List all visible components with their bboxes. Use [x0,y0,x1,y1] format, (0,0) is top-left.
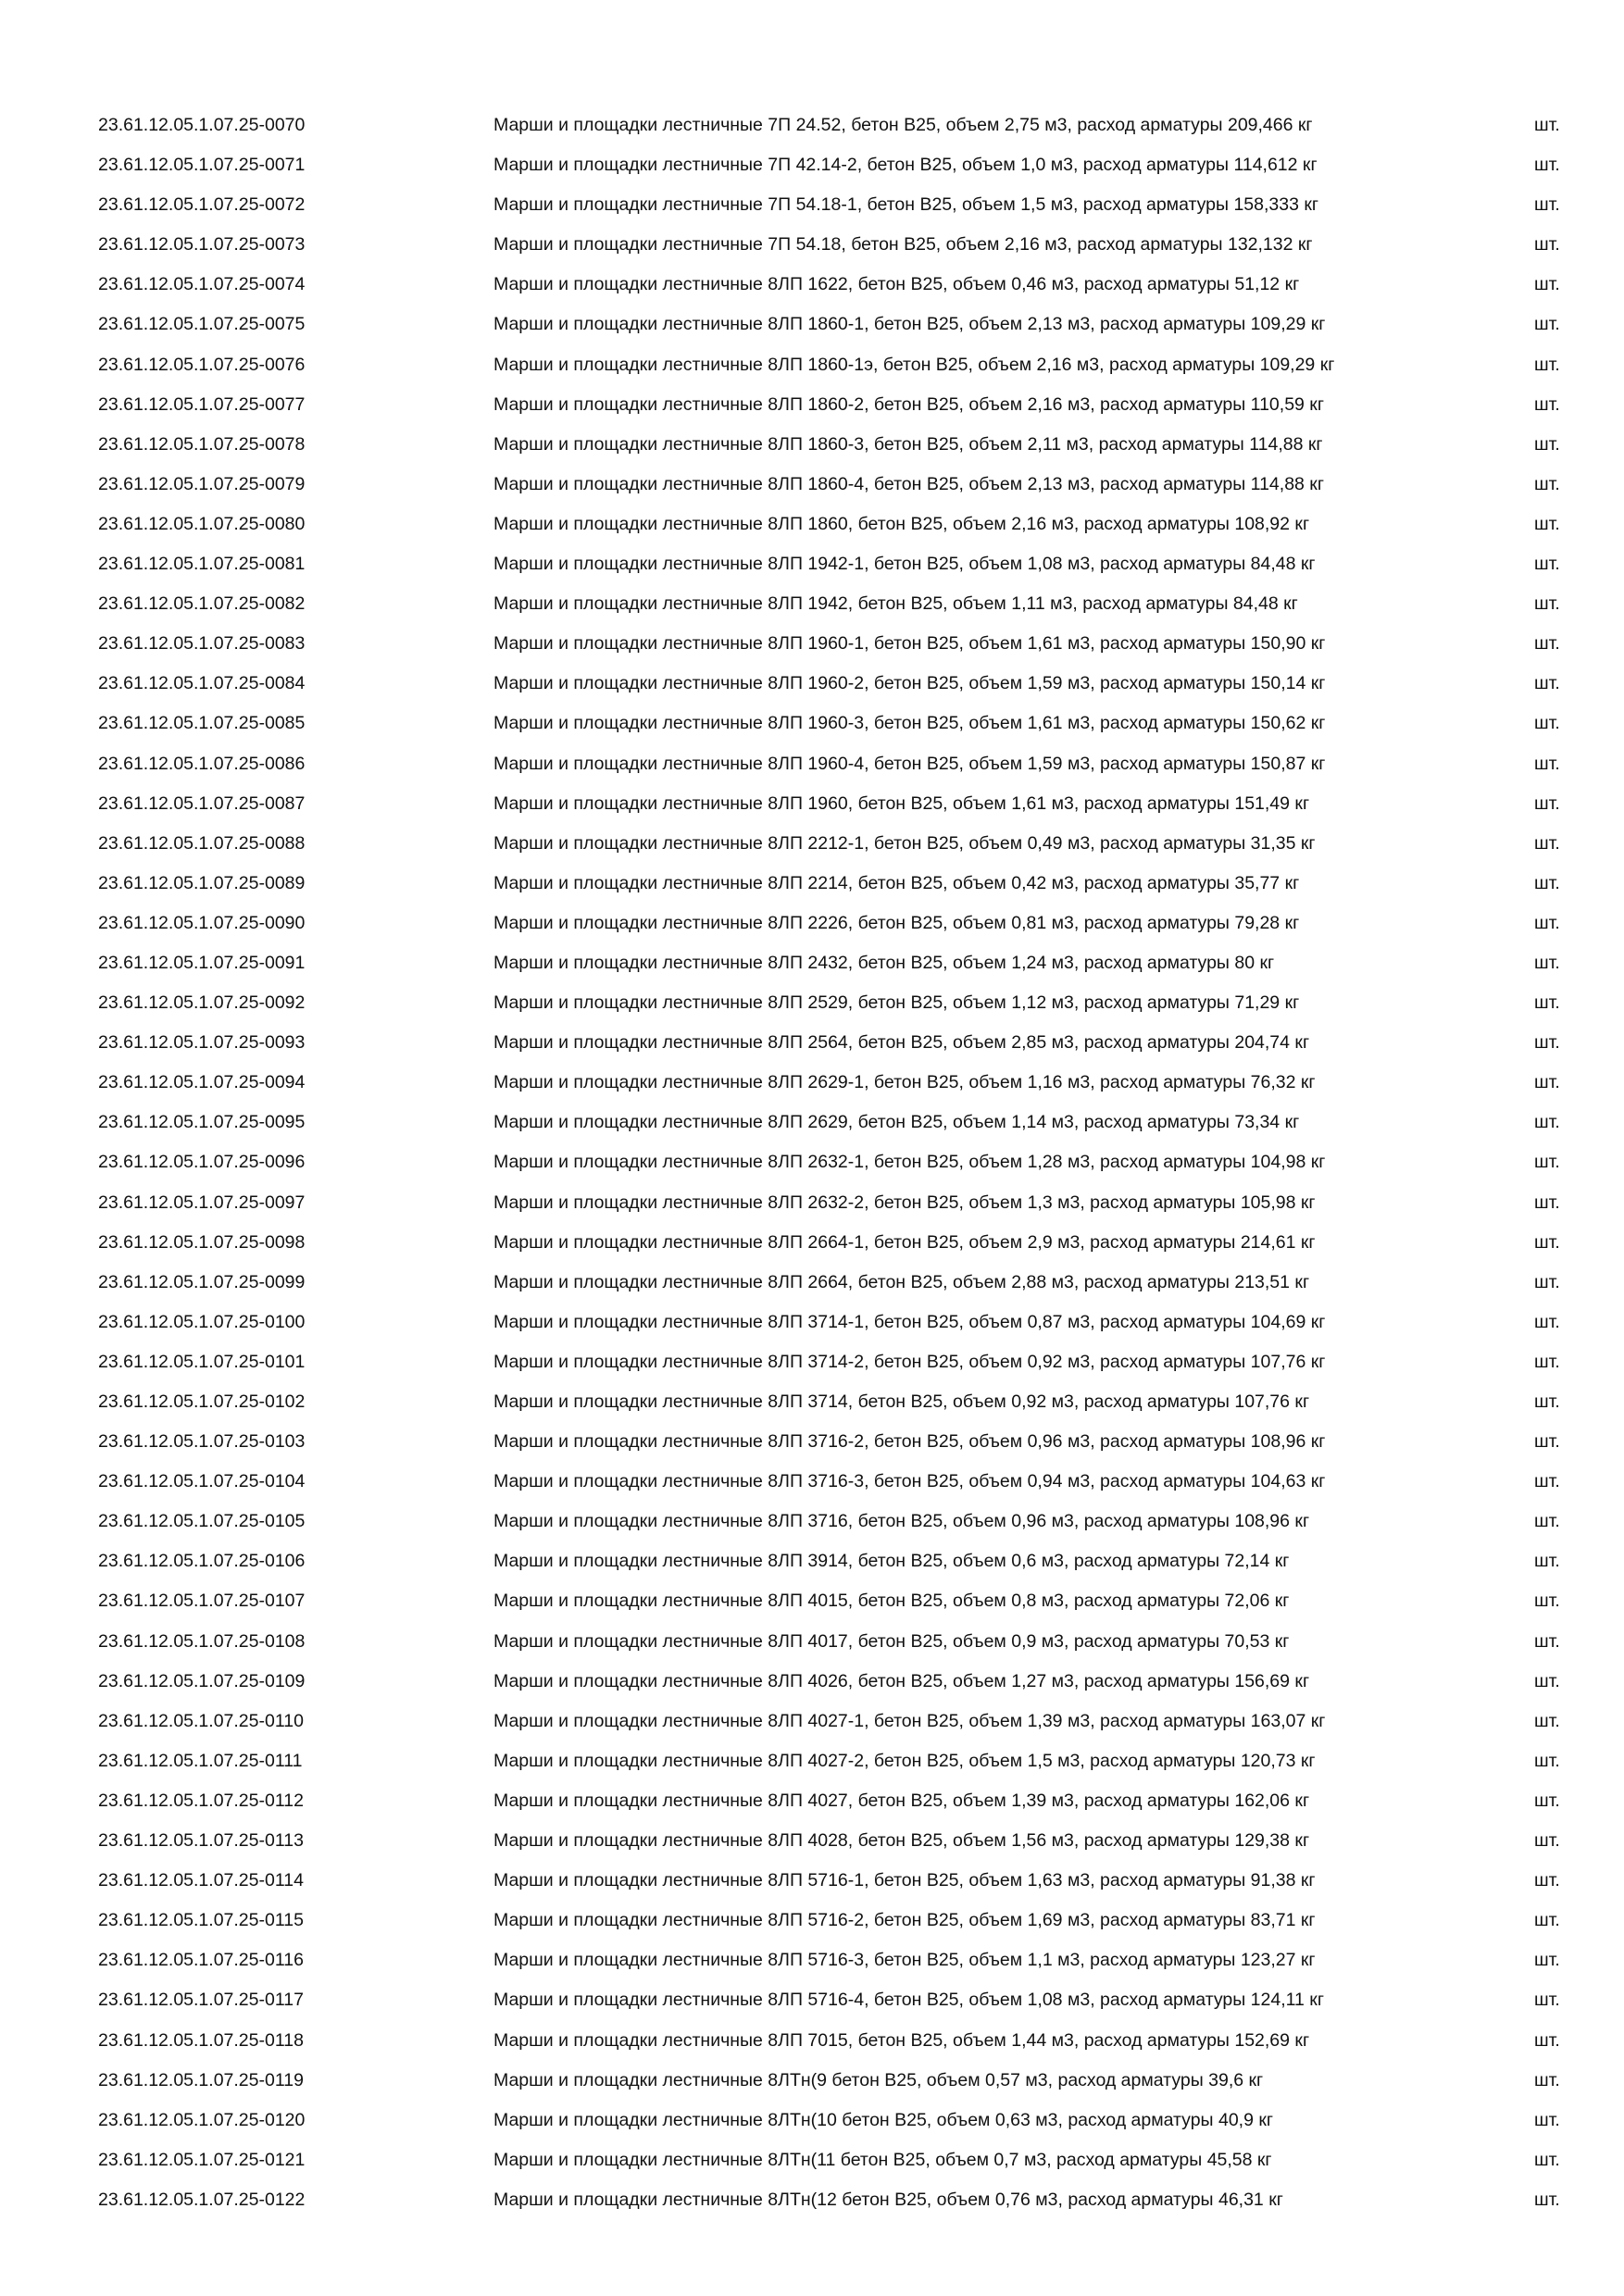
resource-code: 23.61.12.05.1.07.25-0122 [98,2189,306,2210]
table-row [0,1382,1624,1422]
resource-code: 23.61.12.05.1.07.25-0114 [98,1870,304,1891]
unit-of-measure: шт. [1534,1231,1560,1253]
resource-code: 23.61.12.05.1.07.25-0101 [98,1351,306,1372]
resource-description: Марши и площадки лестничные 8ЛП 3714-2, бетон В25, объем 0,92 м3, расход арматуры 107,76 кг [493,1351,1326,1372]
resource-code: 23.61.12.05.1.07.25-0095 [98,1112,306,1133]
table-row [0,1821,1624,1861]
table-row [0,1342,1624,1382]
table-row [0,2101,1624,2140]
unit-of-measure: шт. [1534,673,1560,694]
table-row [0,544,1624,584]
unit-of-measure: шт. [1534,1391,1560,1412]
table-row [0,624,1624,664]
table-row [0,305,1624,344]
resource-code: 23.61.12.05.1.07.25-0094 [98,1072,306,1093]
table-row [0,1662,1624,1702]
unit-of-measure: шт. [1534,1152,1560,1173]
resource-code: 23.61.12.05.1.07.25-0086 [98,753,306,774]
resource-description: Марши и площадки лестничные 8ЛП 3914, бетон В25, объем 0,6 м3, расход арматуры 72,14 кг [493,1551,1290,1572]
resource-code: 23.61.12.05.1.07.25-0080 [98,513,306,534]
unit-of-measure: шт. [1534,952,1560,973]
resource-code: 23.61.12.05.1.07.25-0092 [98,992,306,1014]
table-row [0,1541,1624,1581]
resource-description: Марши и площадки лестничные 8ЛП 3714, бетон В25, объем 0,92 м3, расход арматуры 107,76 кг [493,1391,1310,1412]
table-row [0,1142,1624,1182]
table-row [0,864,1624,904]
resource-description: Марши и площадки лестничные 8ЛП 1860-1, бетон В25, объем 2,13 м3, расход арматуры 109,29 кг [493,314,1326,335]
resource-code: 23.61.12.05.1.07.25-0098 [98,1231,306,1253]
unit-of-measure: шт. [1534,473,1560,494]
resource-description: Марши и площадки лестничные 7П 24.52, бетон В25, объем 2,75 м3, расход арматуры 209,466 кг [493,115,1313,135]
resource-code: 23.61.12.05.1.07.25-0083 [98,633,306,655]
resource-description: Марши и площадки лестничные 8ЛТн(11 бетон В25, объем 0,7 м3, расход арматуры 45,58 кг [493,2149,1272,2170]
resource-description: Марши и площадки лестничные 8ЛП 5716-4, бетон В25, объем 1,08 м3, расход арматуры 124,11 кг [493,1990,1324,2011]
table-row [0,1103,1624,1142]
table-row [0,145,1624,185]
unit-of-measure: шт. [1534,1790,1560,1811]
resource-code: 23.61.12.05.1.07.25-0096 [98,1152,306,1173]
unit-of-measure: шт. [1534,832,1560,854]
resource-code: 23.61.12.05.1.07.25-0102 [98,1391,306,1412]
resource-code: 23.61.12.05.1.07.25-0079 [98,473,306,494]
table-row [0,185,1624,225]
unit-of-measure: шт. [1534,2109,1560,2130]
resource-description: Марши и площадки лестничные 8ЛП 2632-1, бетон В25, объем 1,28 м3, расход арматуры 104,98 кг [493,1152,1326,1173]
table-row [0,704,1624,743]
unit-of-measure: шт. [1534,1990,1560,2011]
unit-of-measure: шт. [1534,1351,1560,1372]
resource-code: 23.61.12.05.1.07.25-0105 [98,1511,306,1532]
table-row [0,824,1624,864]
resource-code: 23.61.12.05.1.07.25-0118 [98,2029,304,2051]
unit-of-measure: шт. [1534,1032,1560,1054]
table-row [0,943,1624,983]
resource-description: Марши и площадки лестничные 8ЛП 4028, бетон В25, объем 1,56 м3, расход арматуры 129,38 кг [493,1830,1310,1852]
table-row [0,265,1624,305]
resource-code: 23.61.12.05.1.07.25-0097 [98,1192,306,1213]
resource-description: Марши и площадки лестничные 8ЛП 1960-2, бетон В25, объем 1,59 м3, расход арматуры 150,14 кг [493,673,1326,694]
table-row [0,1581,1624,1621]
table-row [0,345,1624,385]
resource-description: Марши и площадки лестничные 8ЛП 2632-2, бетон В25, объем 1,3 м3, расход арматуры 105,98 кг [493,1192,1316,1213]
unit-of-measure: шт. [1534,1870,1560,1891]
resource-description: Марши и площадки лестничные 8ЛП 3716-2, бетон В25, объем 0,96 м3, расход арматуры 108,96 кг [493,1431,1326,1453]
unit-of-measure: шт. [1534,753,1560,774]
table-row [0,983,1624,1023]
table-row [0,1861,1624,1901]
unit-of-measure: шт. [1534,2029,1560,2051]
resource-description: Марши и площадки лестничные 8ЛП 3716-3, бетон В25, объем 0,94 м3, расход арматуры 104,63 кг [493,1471,1326,1492]
unit-of-measure: шт. [1534,1271,1560,1292]
resource-code: 23.61.12.05.1.07.25-0071 [98,155,306,176]
resource-code: 23.61.12.05.1.07.25-0120 [98,2109,306,2130]
resource-code: 23.61.12.05.1.07.25-0107 [98,1591,306,1612]
unit-of-measure: шт. [1534,1950,1560,1971]
resource-description: Марши и площадки лестничные 8ЛТн(10 бетон В25, объем 0,63 м3, расход арматуры 40,9 кг [493,2109,1273,2130]
resource-code: 23.61.12.05.1.07.25-0119 [98,2069,304,2090]
resource-code: 23.61.12.05.1.07.25-0121 [98,2149,306,2170]
unit-of-measure: шт. [1534,274,1560,295]
resource-code: 23.61.12.05.1.07.25-0085 [98,713,306,734]
resource-code: 23.61.12.05.1.07.25-0108 [98,1630,306,1652]
resource-code: 23.61.12.05.1.07.25-0111 [98,1750,303,1771]
unit-of-measure: шт. [1534,2149,1560,2170]
resource-code: 23.61.12.05.1.07.25-0073 [98,234,306,256]
table-row [0,1422,1624,1462]
resource-description: Марши и площадки лестничные 7П 54.18, бетон В25, объем 2,16 м3, расход арматуры 132,132 кг [493,234,1313,256]
table-row [0,1901,1624,1940]
table-row [0,1502,1624,1541]
unit-of-measure: шт. [1534,593,1560,615]
resource-code: 23.61.12.05.1.07.25-0093 [98,1032,306,1054]
resource-code: 23.61.12.05.1.07.25-0074 [98,274,306,295]
unit-of-measure: шт. [1534,2189,1560,2210]
resource-description: Марши и площадки лестничные 8ЛТн(9 бетон В25, объем 0,57 м3, расход арматуры 39,6 кг [493,2069,1264,2090]
unit-of-measure: шт. [1534,912,1560,933]
unit-of-measure: шт. [1534,433,1560,455]
resource-code: 23.61.12.05.1.07.25-0072 [98,194,306,216]
resource-description: Марши и площадки лестничные 8ЛП 2432, бетон В25, объем 1,24 м3, расход арматуры 80 кг [493,952,1275,973]
unit-of-measure: шт. [1534,393,1560,415]
table-row [0,2061,1624,2101]
unit-of-measure: шт. [1534,1551,1560,1572]
resource-description: Марши и площадки лестничные 8ЛП 1960-4, бетон В25, объем 1,59 м3, расход арматуры 150,87 кг [493,753,1326,774]
unit-of-measure: шт. [1534,2069,1560,2090]
resource-description: Марши и площадки лестничные 8ЛП 4015, бетон В25, объем 0,8 м3, расход арматуры 72,06 кг [493,1591,1290,1612]
resource-code: 23.61.12.05.1.07.25-0106 [98,1551,306,1572]
table-row [0,584,1624,624]
resource-code: 23.61.12.05.1.07.25-0115 [98,1910,304,1931]
resource-description: Марши и площадки лестничные 8ЛП 4027-2, бетон В25, объем 1,5 м3, расход арматуры 120,73 кг [493,1750,1316,1771]
resource-description: Марши и площадки лестничные 8ЛП 4026, бетон В25, объем 1,27 м3, расход арматуры 156,69 кг [493,1670,1310,1691]
unit-of-measure: шт. [1534,1431,1560,1453]
resource-code: 23.61.12.05.1.07.25-0110 [98,1710,304,1731]
resource-code: 23.61.12.05.1.07.25-0077 [98,393,306,415]
resource-description: Марши и площадки лестничные 8ЛП 2226, бетон В25, объем 0,81 м3, расход арматуры 79,28 кг [493,912,1300,933]
resource-description: Марши и площадки лестничные 8ЛП 1622, бетон В25, объем 0,46 м3, расход арматуры 51,12 кг [493,274,1300,295]
resource-description: Марши и площадки лестничные 8ЛП 2564, бетон В25, объем 2,85 м3, расход арматуры 204,74 кг [493,1032,1310,1054]
resource-description: Марши и площадки лестничные 8ЛП 2529, бетон В25, объем 1,12 м3, расход арматуры 71,29 кг [493,992,1300,1014]
table-row [0,784,1624,824]
resource-code: 23.61.12.05.1.07.25-0112 [98,1790,304,1811]
resource-code: 23.61.12.05.1.07.25-0113 [98,1830,304,1852]
unit-of-measure: шт. [1534,1511,1560,1532]
table-row [0,385,1624,425]
resource-description: Марши и площадки лестничные 8ЛП 1960, бетон В25, объем 1,61 м3, расход арматуры 151,49 кг [493,792,1310,814]
resource-description: Марши и площадки лестничные 8ЛП 2212-1, бетон В25, объем 0,49 м3, расход арматуры 31,35 кг [493,832,1316,854]
table-row [0,225,1624,265]
table-row [0,1303,1624,1342]
unit-of-measure: шт. [1534,155,1560,176]
resource-description: Марши и площадки лестничные 8ЛП 5716-2, бетон В25, объем 1,69 м3, расход арматуры 83,71 кг [493,1910,1316,1931]
resource-description: Марши и площадки лестничные 8ЛП 5716-3, бетон В25, объем 1,1 м3, расход арматуры 123,27 кг [493,1950,1316,1971]
unit-of-measure: шт. [1534,194,1560,216]
unit-of-measure: шт. [1534,1750,1560,1771]
resource-code: 23.61.12.05.1.07.25-0082 [98,593,306,615]
unit-of-measure: шт. [1534,115,1560,135]
resource-description: Марши и площадки лестничные 8ЛП 1860-3, бетон В25, объем 2,11 м3, расход арматуры 114,88 кг [493,433,1323,455]
unit-of-measure: шт. [1534,234,1560,256]
unit-of-measure: шт. [1534,354,1560,375]
unit-of-measure: шт. [1534,314,1560,335]
table-row [0,1741,1624,1781]
resource-code: 23.61.12.05.1.07.25-0075 [98,314,306,335]
resource-description: Марши и площадки лестничные 8ЛП 2629-1, бетон В25, объем 1,16 м3, расход арматуры 76,32 кг [493,1072,1316,1093]
resource-description: Марши и площадки лестничные 8ЛП 2629, бетон В25, объем 1,14 м3, расход арматуры 73,34 кг [493,1112,1300,1133]
unit-of-measure: шт. [1534,792,1560,814]
resource-description: Марши и площадки лестничные 8ЛП 1860-4, бетон В25, объем 2,13 м3, расход арматуры 114,88 кг [493,473,1324,494]
resource-description: Марши и площадки лестничные 8ЛП 1942-1, бетон В25, объем 1,08 м3, расход арматуры 84,48 кг [493,554,1316,575]
resource-description: Марши и площадки лестничные 8ЛП 5716-1, бетон В25, объем 1,63 м3, расход арматуры 91,38 кг [493,1870,1316,1891]
resource-code: 23.61.12.05.1.07.25-0091 [98,952,306,973]
resource-description: Марши и площадки лестничные 8ЛП 1960-1, бетон В25, объем 1,61 м3, расход арматуры 150,90 кг [493,633,1326,655]
unit-of-measure: шт. [1534,872,1560,893]
unit-of-measure: шт. [1534,633,1560,655]
resource-description: Марши и площадки лестничные 8ЛП 1860-2, бетон В25, объем 2,16 м3, расход арматуры 110,59 кг [493,393,1324,415]
table-row [0,744,1624,784]
unit-of-measure: шт. [1534,1192,1560,1213]
resource-code: 23.61.12.05.1.07.25-0070 [98,115,306,135]
unit-of-measure: шт. [1534,1112,1560,1133]
unit-of-measure: шт. [1534,1311,1560,1332]
table-row [0,1063,1624,1103]
resource-code: 23.61.12.05.1.07.25-0100 [98,1311,306,1332]
table-row [0,664,1624,704]
resource-code: 23.61.12.05.1.07.25-0099 [98,1271,306,1292]
table-row [0,1940,1624,1980]
unit-of-measure: шт. [1534,1670,1560,1691]
table-row [0,505,1624,544]
resource-code: 23.61.12.05.1.07.25-0104 [98,1471,306,1492]
resource-description: Марши и площадки лестничные 8ЛП 4027, бетон В25, объем 1,39 м3, расход арматуры 162,06 кг [493,1790,1310,1811]
table-row [0,2021,1624,2061]
resource-description: Марши и площадки лестничные 8ЛП 1860, бетон В25, объем 2,16 м3, расход арматуры 108,92 кг [493,513,1310,534]
unit-of-measure: шт. [1534,1591,1560,1612]
table-row [0,106,1624,145]
unit-of-measure: шт. [1534,513,1560,534]
resource-description: Марши и площадки лестничные 8ЛП 2664, бетон В25, объем 2,88 м3, расход арматуры 213,51 кг [493,1271,1310,1292]
table-row [0,1023,1624,1063]
unit-of-measure: шт. [1534,992,1560,1014]
unit-of-measure: шт. [1534,1710,1560,1731]
resource-description: Марши и площадки лестничные 8ЛП 7015, бетон В25, объем 1,44 м3, расход арматуры 152,69 кг [493,2029,1310,2051]
table-row [0,2140,1624,2180]
table-row [0,1223,1624,1263]
resource-description: Марши и площадки лестничные 8ЛП 1942, бетон В25, объем 1,11 м3, расход арматуры 84,48 кг [493,593,1298,615]
table-row [0,1980,1624,2020]
table-row [0,1462,1624,1502]
resource-description: Марши и площадки лестничные 8ЛП 3714-1, бетон В25, объем 0,87 м3, расход арматуры 104,69 кг [493,1311,1326,1332]
resource-code: 23.61.12.05.1.07.25-0081 [98,554,306,575]
resource-code: 23.61.12.05.1.07.25-0103 [98,1431,306,1453]
table-row [0,465,1624,505]
resource-code: 23.61.12.05.1.07.25-0078 [98,433,306,455]
resource-description: Марши и площадки лестничные 8ЛП 3716, бетон В25, объем 0,96 м3, расход арматуры 108,96 кг [493,1511,1310,1532]
resource-description: Марши и площадки лестничные 8ЛП 1860-1э, бетон В25, объем 2,16 м3, расход арматуры 109,29 кг [493,354,1335,375]
resource-description: Марши и площадки лестничные 8ЛП 4027-1, бетон В25, объем 1,39 м3, расход арматуры 163,07 кг [493,1710,1326,1731]
resource-code: 23.61.12.05.1.07.25-0089 [98,872,306,893]
table-row [0,2180,1624,2220]
table-row [0,425,1624,465]
unit-of-measure: шт. [1534,1910,1560,1931]
resource-description: Марши и площадки лестничные 7П 42.14-2, бетон В25, объем 1,0 м3, расход арматуры 114,612 кг [493,155,1318,176]
table-row [0,904,1624,943]
resource-description: Марши и площадки лестничные 8ЛТн(12 бетон В25, объем 0,76 м3, расход арматуры 46,31 кг [493,2189,1283,2210]
unit-of-measure: шт. [1534,713,1560,734]
resource-code: 23.61.12.05.1.07.25-0076 [98,354,306,375]
resource-code: 23.61.12.05.1.07.25-0088 [98,832,306,854]
resource-code: 23.61.12.05.1.07.25-0087 [98,792,306,814]
table-row [0,1263,1624,1303]
resource-code: 23.61.12.05.1.07.25-0116 [98,1950,304,1971]
resource-code: 23.61.12.05.1.07.25-0090 [98,912,306,933]
resource-code: 23.61.12.05.1.07.25-0117 [98,1990,304,2011]
resource-description: Марши и площадки лестничные 8ЛП 2664-1, бетон В25, объем 2,9 м3, расход арматуры 214,61 кг [493,1231,1316,1253]
unit-of-measure: шт. [1534,1072,1560,1093]
resource-description: Марши и площадки лестничные 8ЛП 1960-3, бетон В25, объем 1,61 м3, расход арматуры 150,62 кг [493,713,1326,734]
resource-description: Марши и площадки лестничные 8ЛП 4017, бетон В25, объем 0,9 м3, расход арматуры 70,53 кг [493,1630,1290,1652]
unit-of-measure: шт. [1534,1471,1560,1492]
resource-code: 23.61.12.05.1.07.25-0109 [98,1670,306,1691]
resource-code: 23.61.12.05.1.07.25-0084 [98,673,306,694]
resource-description: Марши и площадки лестничные 7П 54.18-1, бетон В25, объем 1,5 м3, расход арматуры 158,333 кг [493,194,1319,216]
table-row [0,1183,1624,1223]
table-row [0,1622,1624,1662]
unit-of-measure: шт. [1534,554,1560,575]
unit-of-measure: шт. [1534,1630,1560,1652]
unit-of-measure: шт. [1534,1830,1560,1852]
resource-description: Марши и площадки лестничные 8ЛП 2214, бетон В25, объем 0,42 м3, расход арматуры 35,77 кг [493,872,1300,893]
price-list-table [0,106,1624,2220]
table-row [0,1702,1624,1741]
table-row [0,1781,1624,1821]
